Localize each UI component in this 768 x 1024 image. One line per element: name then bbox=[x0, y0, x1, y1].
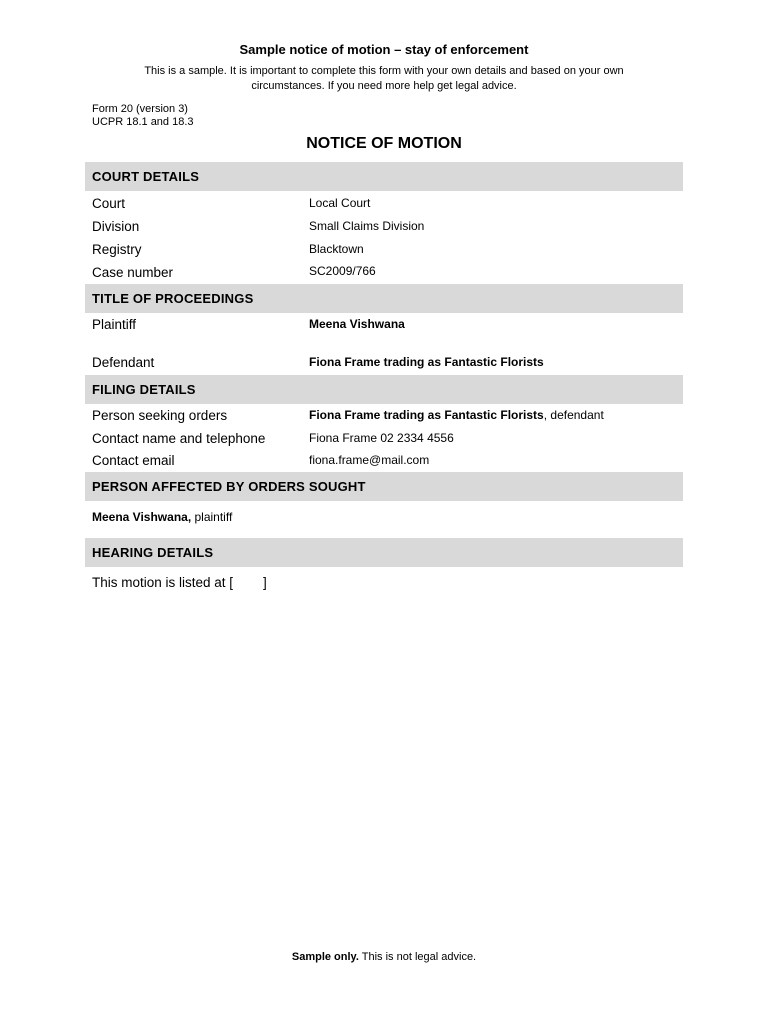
contact-name-value: Fiona Frame 02 2334 4556 bbox=[309, 431, 454, 445]
defendant-value: Fiona Frame trading as Fantastic Florists bbox=[309, 355, 544, 369]
court-details-heading: COURT DETAILS bbox=[92, 169, 200, 184]
sample-notice-line-2: circumstances. If you need more help get legal advice. bbox=[251, 80, 517, 92]
sample-notice-line-1: This is a sample. It is important to complete this form with your own details and based on your own bbox=[144, 65, 624, 77]
filing-details-header bbox=[85, 375, 683, 404]
footer-sample-only: Sample only. bbox=[291, 951, 359, 963]
footer-disclaimer: This is not legal advice. bbox=[358, 951, 477, 963]
registry-label: Registry bbox=[92, 242, 142, 257]
page-title: NOTICE OF MOTION bbox=[306, 135, 462, 152]
person-seeking-orders-label: Person seeking orders bbox=[92, 408, 228, 423]
footer bbox=[0, 951, 768, 963]
court-value: Local Court bbox=[309, 196, 371, 210]
contact-name-label: Contact name and telephone bbox=[92, 431, 266, 446]
contact-email-value: fiona.frame@mail.com bbox=[309, 453, 430, 467]
rule-reference: UCPR 18.1 and 18.3 bbox=[92, 116, 194, 128]
form-number: Form 20 (version 3) bbox=[92, 103, 188, 115]
court-details-header bbox=[85, 162, 683, 191]
person-affected-value bbox=[92, 510, 232, 524]
court-label: Court bbox=[92, 196, 126, 211]
plaintiff-label: Plaintiff bbox=[92, 317, 137, 332]
person-affected-name: Meena Vishwana, bbox=[92, 510, 192, 524]
sample-notice bbox=[120, 64, 648, 94]
registry-value: Blacktown bbox=[309, 242, 364, 256]
form-reference bbox=[92, 103, 194, 129]
person-seeking-orders-name: Fiona Frame trading as Fantastic Florists bbox=[309, 408, 544, 422]
title-of-proceedings-header bbox=[85, 284, 683, 313]
person-seeking-orders-role: , defendant bbox=[543, 408, 604, 422]
division-label: Division bbox=[92, 219, 140, 234]
hearing-details-header bbox=[85, 538, 683, 567]
person-seeking-orders-value bbox=[309, 408, 604, 422]
defendant-label: Defendant bbox=[92, 355, 155, 370]
filing-details-heading: FILING DETAILS bbox=[92, 382, 196, 397]
person-affected-header bbox=[85, 472, 683, 501]
document-heading: Sample notice of motion – stay of enforcement bbox=[239, 42, 529, 57]
title-of-proceedings-heading: TITLE OF PROCEEDINGS bbox=[92, 291, 254, 306]
plaintiff-value: Meena Vishwana bbox=[309, 317, 405, 331]
person-affected-role: plaintiff bbox=[191, 510, 233, 524]
hearing-details-heading: HEARING DETAILS bbox=[92, 545, 214, 560]
case-number-label: Case number bbox=[92, 265, 174, 280]
hearing-listing-text: This motion is listed at [ ] bbox=[92, 575, 267, 590]
contact-email-label: Contact email bbox=[92, 453, 175, 468]
case-number-value: SC2009/766 bbox=[309, 264, 376, 278]
division-value: Small Claims Division bbox=[309, 219, 425, 233]
person-affected-heading: PERSON AFFECTED BY ORDERS SOUGHT bbox=[92, 479, 366, 494]
